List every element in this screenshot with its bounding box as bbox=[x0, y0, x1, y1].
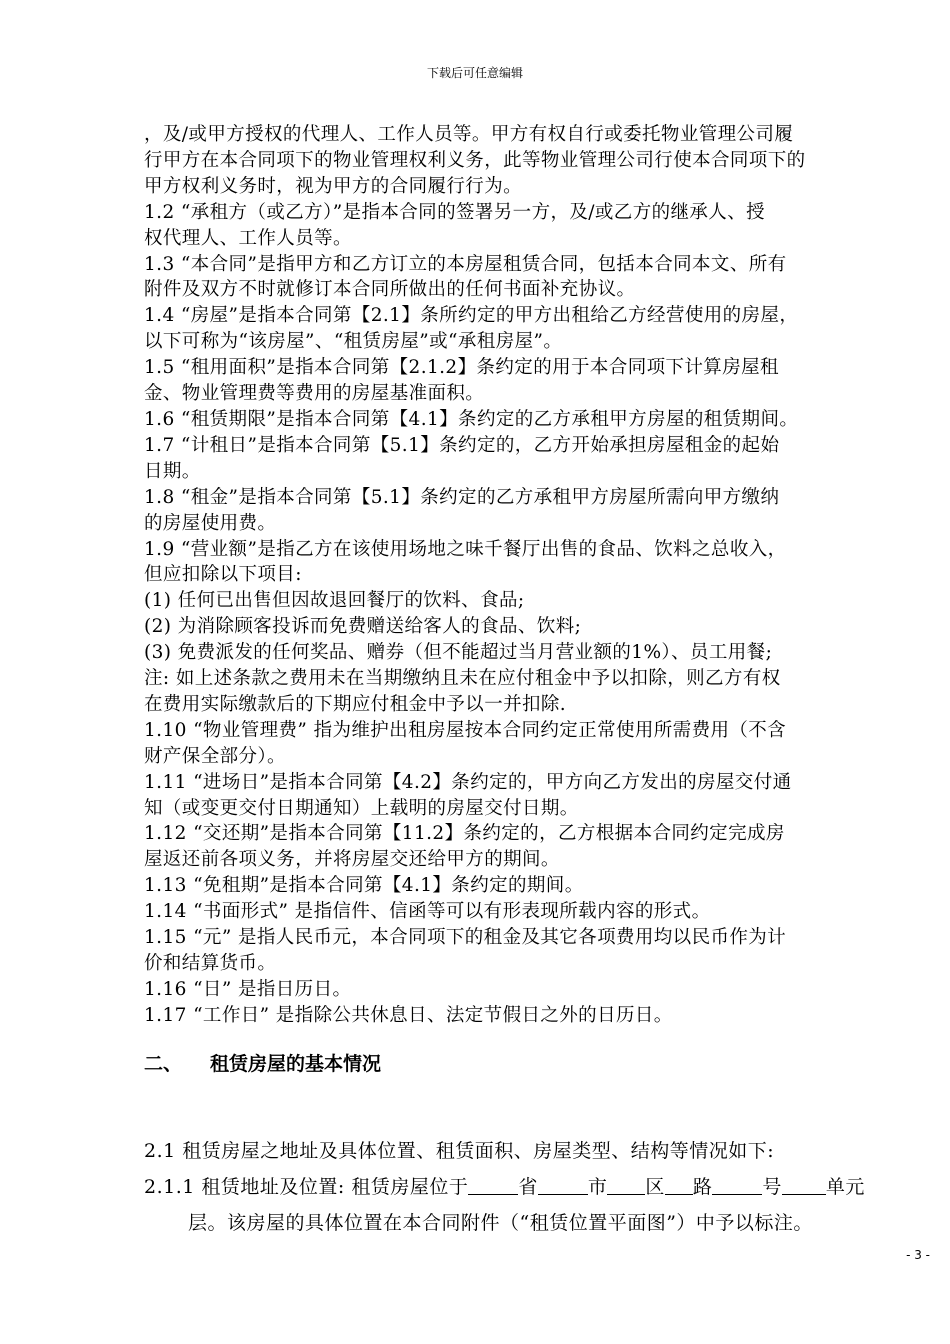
text-line: (3) 免费派发的任何奖品、赠券（但不能超过当月营业额的1%）、员工用餐; bbox=[144, 642, 773, 664]
text-line: 权代理人、工作人员等。 bbox=[144, 227, 352, 249]
text-line: 1.12 “交还期”是指本合同第【11.2】条约定的，乙方根据本合同约定完成房 bbox=[144, 823, 785, 845]
text-line: 1.5 “租用面积”是指本合同第【2.1.2】条约定的用于本合同项下计算房屋租 bbox=[144, 357, 779, 379]
unit-province: 省 bbox=[518, 1175, 538, 1198]
text-line: 1.7 “计租日”是指本合同第【5.1】条约定的，乙方开始承担房屋租金的起始 bbox=[144, 434, 780, 456]
text-line: 1.3 “本合同”是指甲方和乙方订立的本房屋租赁合同，包括本合同本文、所有 bbox=[144, 253, 787, 275]
text-line: 日期。 bbox=[144, 460, 201, 482]
definition-lines bbox=[144, 122, 936, 1029]
text-line: 1.16 “日” 是指日历日。 bbox=[144, 978, 352, 1000]
text-line: 知（或变更交付日期通知）上载明的房屋交付日期。 bbox=[144, 797, 579, 819]
text-line: 1.8 “租金”是指本合同第【5.1】条约定的乙方承租甲方房屋所需向甲方缴纳 bbox=[144, 486, 780, 508]
text-line: 1.9 “营业额”是指乙方在该使用场地之味千餐厅出售的食品、饮料之总收入， bbox=[144, 538, 787, 560]
text-line: 以下可称为“该房屋”、“租赁房屋”或“承租房屋”。 bbox=[144, 331, 563, 353]
blank-unit[interactable] bbox=[782, 1174, 826, 1195]
section-heading bbox=[144, 1049, 936, 1079]
unit-number: 号 bbox=[762, 1175, 782, 1198]
text-line: 1.6 “租赁期限”是指本合同第【4.1】条约定的乙方承租甲方房屋的租赁期间。 bbox=[144, 408, 799, 430]
blank-number[interactable] bbox=[712, 1174, 762, 1195]
unit-road: 路 bbox=[692, 1175, 713, 1198]
text-line: 1.10 “物业管理费” 指为维护出租房屋按本合同约定正常使用所需费用（不含 bbox=[144, 719, 787, 741]
text-line: (2) 为消除顾客投诉而免费赠送给客人的食品、饮料; bbox=[144, 616, 582, 638]
text-line: 1.11 “进场日”是指本合同第【4.2】条约定的，甲方向乙方发出的房屋交付通 bbox=[144, 771, 792, 793]
section-title: 租赁房屋的基本情况 bbox=[210, 1052, 382, 1075]
text-line: 甲方权利义务时，视为甲方的合同履行行为。 bbox=[144, 175, 523, 197]
text-line: 价和结算货币。 bbox=[144, 953, 277, 974]
page-header: 下载后可任意编辑 bbox=[426, 66, 523, 80]
section-number: 二、 bbox=[144, 1052, 183, 1075]
text-line: 1.2 “承租方（或乙方）”是指本合同的签署另一方，及/或乙方的继承人、授 bbox=[144, 201, 766, 223]
text-line: 的房屋使用费。 bbox=[144, 512, 277, 534]
text-line: 1.17 “工作日” 是指除公共休息日、法定节假日之外的日历日。 bbox=[144, 1004, 673, 1026]
text-line: (1) 任何已出售但因故退回餐厅的饮料、食品; bbox=[144, 590, 525, 612]
clause-2-1-1-label: 2.1.1 租赁地址及位置: 租赁房屋位于 bbox=[144, 1175, 469, 1198]
text-line: 屋返还前各项义务，并将房屋交还给甲方的期间。 bbox=[144, 849, 560, 871]
unit-unit: 单元 bbox=[825, 1175, 865, 1198]
text-line: 行甲方在本合同项下的物业管理权利义务，此等物业管理公司行使本合同项下的 bbox=[144, 149, 806, 171]
unit-city: 市 bbox=[587, 1175, 608, 1198]
blank-district[interactable] bbox=[607, 1174, 645, 1195]
text-line: 财产保全部分）。 bbox=[144, 745, 286, 767]
unit-district: 区 bbox=[645, 1175, 665, 1198]
page-number: - 3 - bbox=[906, 1248, 930, 1262]
clause-2-1: 2.1 租赁房屋之地址及具体位置、租赁面积、房屋类型、结构等情况如下: bbox=[144, 1139, 775, 1162]
text-line: 1.14 “书面形式” 是指信件、信函等可以有形表现所载内容的形式。 bbox=[144, 901, 711, 923]
text-line: 在费用实际缴款后的下期应付租金中予以一并扣除. bbox=[144, 693, 567, 715]
text-line: 金、物业管理费等费用的房屋基准面积。 bbox=[144, 383, 485, 405]
text-line: 注: 如上述条款之费用未在当期缴纳且未在应付租金中予以扣除，则乙方有权 bbox=[144, 668, 781, 690]
text-line: ，及/或甲方授权的代理人、工作人员等。甲方有权自行或委托物业管理公司履 bbox=[144, 124, 794, 145]
text-line: 但应扣除以下项目: bbox=[144, 564, 302, 586]
blank-road[interactable] bbox=[665, 1174, 693, 1195]
blank-city[interactable] bbox=[538, 1174, 588, 1195]
text-line: 1.15 “元” 是指人民币元，本合同项下的租金及其它各项费用均以民币作为计 bbox=[144, 927, 787, 949]
blank-province[interactable] bbox=[468, 1174, 518, 1195]
text-line: 附件及双方不时就修订本合同所做出的任何书面补充协议。 bbox=[144, 279, 636, 301]
text-line: 1.13 “免租期”是指本合同第【4.1】条约定的期间。 bbox=[144, 875, 584, 897]
document-body bbox=[144, 122, 936, 1239]
clause-2-1-1-line2: 层。该房屋的具体位置在本合同附件（“租赁位置平面图”）中予以标注。 bbox=[188, 1211, 813, 1234]
clause-2-1-1 bbox=[144, 1171, 936, 1203]
text-line: 1.4 “房屋”是指本合同第【2.1】条所约定的甲方出租给乙方经营使用的房屋， bbox=[144, 305, 799, 327]
